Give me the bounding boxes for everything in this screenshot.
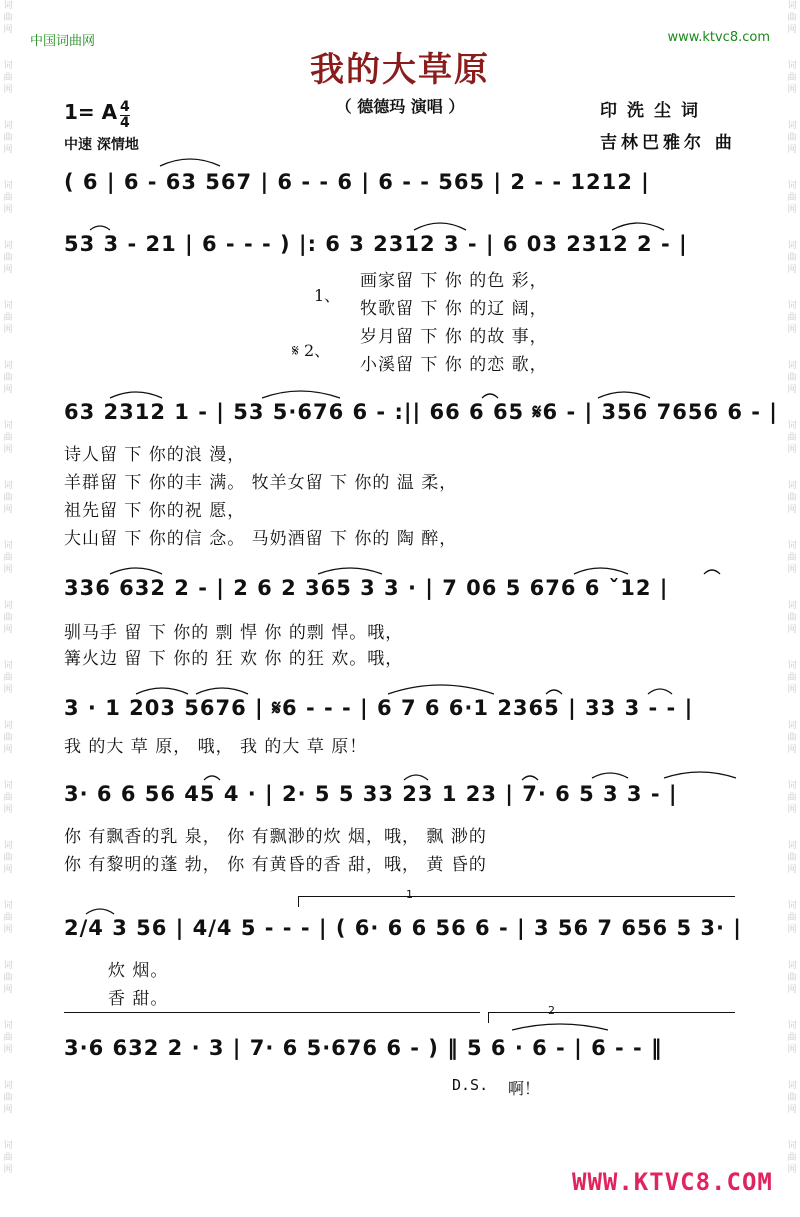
score-row-2: 53 3 - 21 | 6 - - - ) |: 6 3 2312 3 - | 6 03 2312 2 - |: [64, 232, 688, 256]
side-watermark-text: 词 曲 网: [3, 721, 13, 755]
lyric-line: 岁月留 下 你 的故 事，: [360, 327, 548, 347]
verse-1-label: 1、: [314, 286, 341, 305]
verse-2-label: 𝄋 2、: [292, 341, 331, 360]
side-watermark-text: 词 曲 网: [3, 481, 13, 515]
lyric-line: 驯马手 留 下 你的 剽 悍 你 的剽 悍。哦，: [64, 623, 404, 643]
key-signature: 1= A: [64, 100, 118, 124]
side-watermark-text: 词 曲 网: [3, 661, 13, 695]
volta-bracket-line: [64, 1012, 480, 1023]
score-row-7: 2/4 3 56 | 4/4 5 - - - | ( 6· 6 6 56 6 - | 3 56 7 656 5 3· |: [64, 916, 742, 940]
side-watermark-text: 词 曲 网: [3, 361, 13, 395]
side-watermark-text: 词 曲 网: [3, 241, 13, 275]
dal-segno-marking: D.S.: [452, 1076, 489, 1094]
lyric-line: 牧歌留 下 你 的辽 阔，: [360, 299, 548, 319]
score-row-3: 63 2312 1 - | 53 5·676 6 - :|| 66 6 65 𝄋6 - | 356 7656 6 - |: [64, 400, 778, 424]
time-signature-bottom: 4: [120, 115, 130, 131]
side-watermark-text: 词 曲 网: [3, 181, 13, 215]
volta-number-1: 1: [406, 888, 413, 901]
time-signature-top: 4: [120, 99, 130, 115]
lyric-line: 画家留 下 你 的色 彩，: [360, 271, 548, 291]
side-watermark-text: 词 曲 网: [787, 841, 797, 875]
side-watermark-text: 词 曲 网: [3, 301, 13, 335]
side-watermark-text: 词 曲 网: [787, 721, 797, 755]
lyric-line: 篝火边 留 下 你的 狂 欢 你 的狂 欢。哦，: [64, 649, 404, 669]
side-watermark-text: 词 曲 网: [787, 301, 797, 335]
lyric-line: 香 甜。: [108, 989, 169, 1009]
side-watermark-text: 词 曲 网: [787, 901, 797, 935]
song-title: 我的大草原: [310, 50, 490, 90]
side-watermark-text: 词 曲 网: [787, 121, 797, 155]
tempo-marking: 中速 深情地: [64, 137, 139, 153]
side-watermark-text: 词 曲 网: [3, 541, 13, 575]
volta-number-2: 2: [548, 1004, 555, 1017]
site-url-watermark[interactable]: www.ktvc8.com: [667, 30, 770, 45]
side-watermark-text: 词 曲 网: [787, 1081, 797, 1115]
side-watermark-text: 词 曲 网: [787, 481, 797, 515]
lyric-line: 小溪留 下 你 的恋 歌，: [360, 355, 548, 375]
lyric-line: 你 有黎明的蓬 勃， 你 有黄昏的香 甜，哦， 黄 昏的: [64, 855, 487, 875]
side-watermark-text: 词 曲 网: [787, 361, 797, 395]
side-watermark-text: 词 曲 网: [787, 961, 797, 995]
lyric-line: 诗人留 下 你的浪 漫，: [64, 445, 246, 465]
score-row-1: ( 6 | 6 - 63 567 | 6 - - 6 | 6 - - 565 | 2 - - 1212 |: [64, 170, 650, 194]
lyric-line: 羊群留 下 你的丰 满。 牧羊女留 下 你的 温 柔，: [64, 473, 458, 493]
score-row-5: 3 · 1 203 5676 | 𝄋6 - - - | 6 7 6 6·1 2365 | 33 3 - - |: [64, 696, 694, 720]
score-row-6: 3· 6 6 56 45 4 · | 2· 5 5 33 23 1 23 | 7· 6 5 3 3 - |: [64, 782, 678, 806]
side-watermark-text: 词 曲 网: [3, 781, 13, 815]
side-watermark-text: 词 曲 网: [787, 241, 797, 275]
site-name-watermark[interactable]: 中国词曲网: [30, 34, 96, 49]
side-watermark-text: 词 曲 网: [3, 61, 13, 95]
composer-credit: 吉林巴雅尔 曲: [600, 133, 736, 153]
side-watermark-text: 词 曲 网: [3, 1021, 13, 1055]
side-watermark-text: 词 曲 网: [3, 1141, 13, 1175]
side-watermark-text: 词 曲 网: [3, 421, 13, 455]
volta-bracket-2: [488, 1012, 735, 1023]
side-watermark-text: 词 曲 网: [3, 961, 13, 995]
side-watermark-text: 词 曲 网: [787, 601, 797, 635]
side-watermark-text: 词 曲 网: [787, 1141, 797, 1175]
side-watermark-text: 词 曲 网: [787, 421, 797, 455]
side-watermark-text: 词 曲 网: [3, 601, 13, 635]
side-watermark-text: 词 曲 网: [3, 841, 13, 875]
side-watermark-text: 词 曲 网: [787, 661, 797, 695]
side-watermark-text: 词 曲 网: [3, 121, 13, 155]
side-watermark-text: 词 曲 网: [787, 181, 797, 215]
score-row-8: 3·6 632 2 · 3 | 7· 6 5·676 6 - ) ‖ 5 6 · 6 - | 6 - - ‖: [64, 1036, 663, 1060]
side-watermark-text: 词 曲 网: [3, 1, 13, 35]
side-watermark-text: 词 曲 网: [787, 541, 797, 575]
side-watermark-text: 词 曲 网: [3, 901, 13, 935]
side-watermark-text: 词 曲 网: [787, 1, 797, 35]
lyric-line: 祖先留 下 你的祝 愿，: [64, 501, 246, 521]
side-watermark-text: 词 曲 网: [787, 1021, 797, 1055]
lyric-line: 炊 烟。: [108, 961, 169, 981]
side-watermark-text: 词 曲 网: [3, 1081, 13, 1115]
ending-lyric: 啊！: [508, 1079, 541, 1098]
volta-bracket-1: [298, 896, 735, 907]
lyric-line: 你 有飘香的乳 泉， 你 有飘渺的炊 烟，哦， 飘 渺的: [64, 827, 487, 847]
lyric-line: 我 的大 草 原， 哦， 我 的大 草 原！: [64, 737, 368, 757]
performer-credit: （ 德德玛 演唱 ）: [335, 97, 465, 116]
footer-site-logo[interactable]: WWW.KTVC8.COM: [572, 1168, 773, 1196]
lyricist-credit: 印洗尘词: [600, 101, 708, 121]
lyric-line: 大山留 下 你的信 念。 马奶酒留 下 你的 陶 醉，: [64, 529, 458, 549]
score-row-4: 336 632 2 - | 2 6 2 365 3 3 · | 7 06 5 676 6 ˇ12 |: [64, 576, 669, 600]
side-watermark-text: 词 曲 网: [787, 61, 797, 95]
side-watermark-text: 词 曲 网: [787, 781, 797, 815]
